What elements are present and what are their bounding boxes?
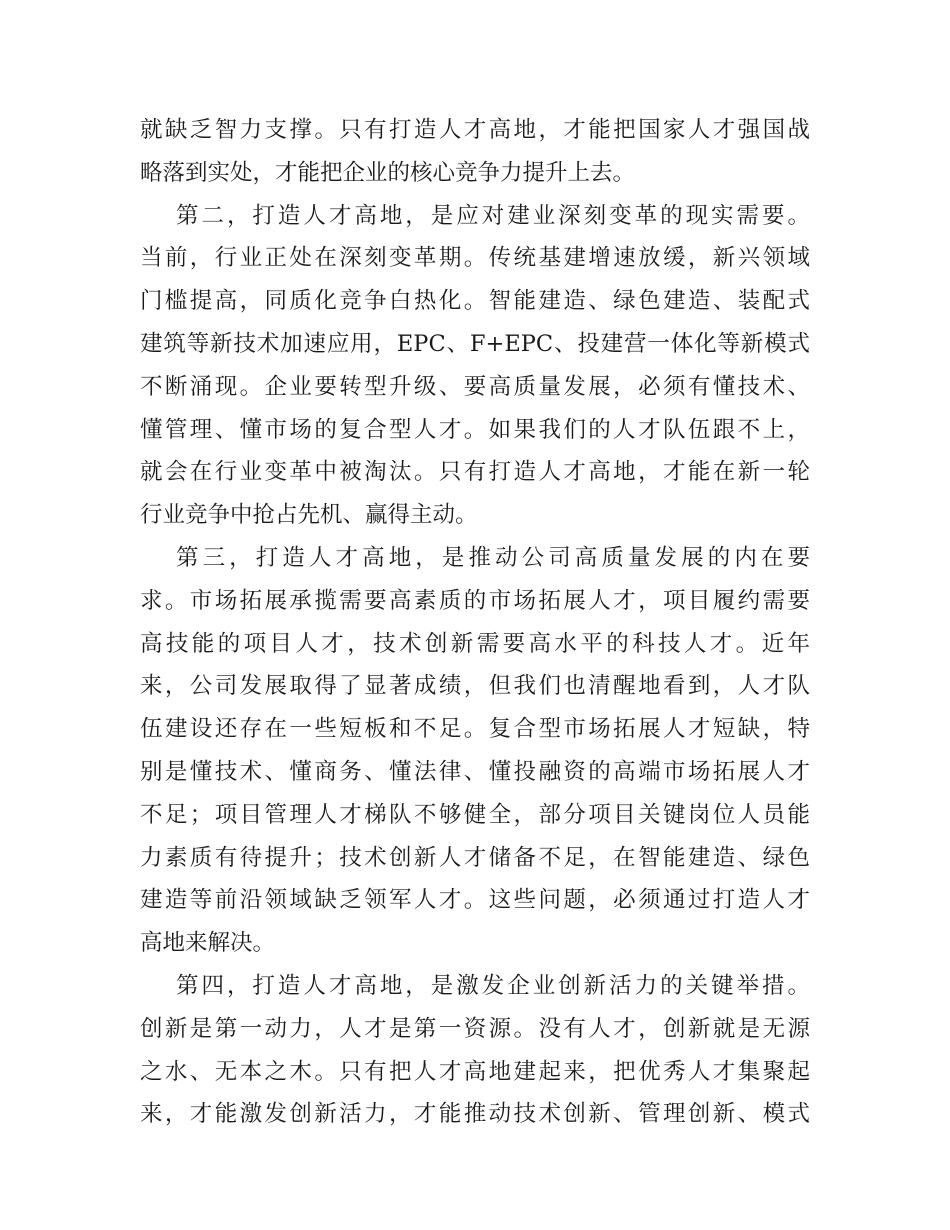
text-line: 建造等前沿领域缺乏领军人才。这些问题，必须通过打造人才 (140, 887, 810, 914)
text-line: 来，才能激发创新活力，才能推动技术创新、管理创新、模式 (140, 1101, 810, 1128)
text-line: 不断涌现。企业要转型升级、要高质量发展，必须有懂技术、 (140, 373, 810, 400)
text-line: 建筑等新技术加速应用，EPC、F+EPC、投建营一体化等新模式 (140, 330, 810, 357)
text-line: 别是懂技术、懂商务、懂法律、懂投融资的高端市场拓展人才 (140, 758, 810, 785)
text-line: 略落到实处，才能把企业的核心竞争力提升上去。 (140, 159, 636, 186)
text-line: 高技能的项目人才，技术创新需要高水平的科技人才。近年 (140, 630, 810, 657)
text-line: 求。市场拓展承揽需要高素质的市场拓展人才，项目履约需要 (140, 587, 810, 614)
text-line: 之水、无本之木。只有把人才高地建起来，把优秀人才集聚起 (140, 1058, 810, 1085)
text-line: 行业竞争中抢占先机、赢得主动。 (140, 502, 478, 529)
text-line: 就缺乏智力支撑。只有打造人才高地，才能把国家人才强国战 (140, 117, 810, 143)
text-line: 不足；项目管理人才梯队不够健全，部分项目关键岗位人员能 (140, 801, 810, 828)
text-line: 当前，行业正处在深刻变革期。传统基建增速放缓，新兴领域 (140, 245, 810, 272)
text-line: 高地来解决。 (140, 930, 276, 957)
text-line: 第二，打造人才高地，是应对建业深刻变革的现实需要。 (176, 202, 810, 229)
text-line: 第三，打造人才高地，是推动公司高质量发展的内在要 (176, 544, 810, 571)
text-line: 伍建设还存在一些短板和不足。复合型市场拓展人才短缺，特 (140, 716, 810, 743)
text-line: 懂管理、懂市场的复合型人才。如果我们的人才队伍跟不上， (140, 416, 810, 443)
text-line: 就会在行业变革中被淘汰。只有打造人才高地，才能在新一轮 (140, 459, 810, 486)
text-line: 第四，打造人才高地，是激发企业创新活力的关键举措。 (176, 972, 810, 999)
text-line: 门槛提高，同质化竞争白热化。智能建造、绿色建造、装配式 (140, 288, 810, 315)
text-line: 力素质有待提升；技术创新人才储备不足，在智能建造、绿色 (140, 844, 810, 871)
text-line: 创新是第一动力，人才是第一资源。没有人才，创新就是无源 (140, 1015, 810, 1042)
text-line: 来，公司发展取得了显著成绩，但我们也清醒地看到，人才队 (140, 673, 810, 700)
document-body (140, 109, 810, 1136)
